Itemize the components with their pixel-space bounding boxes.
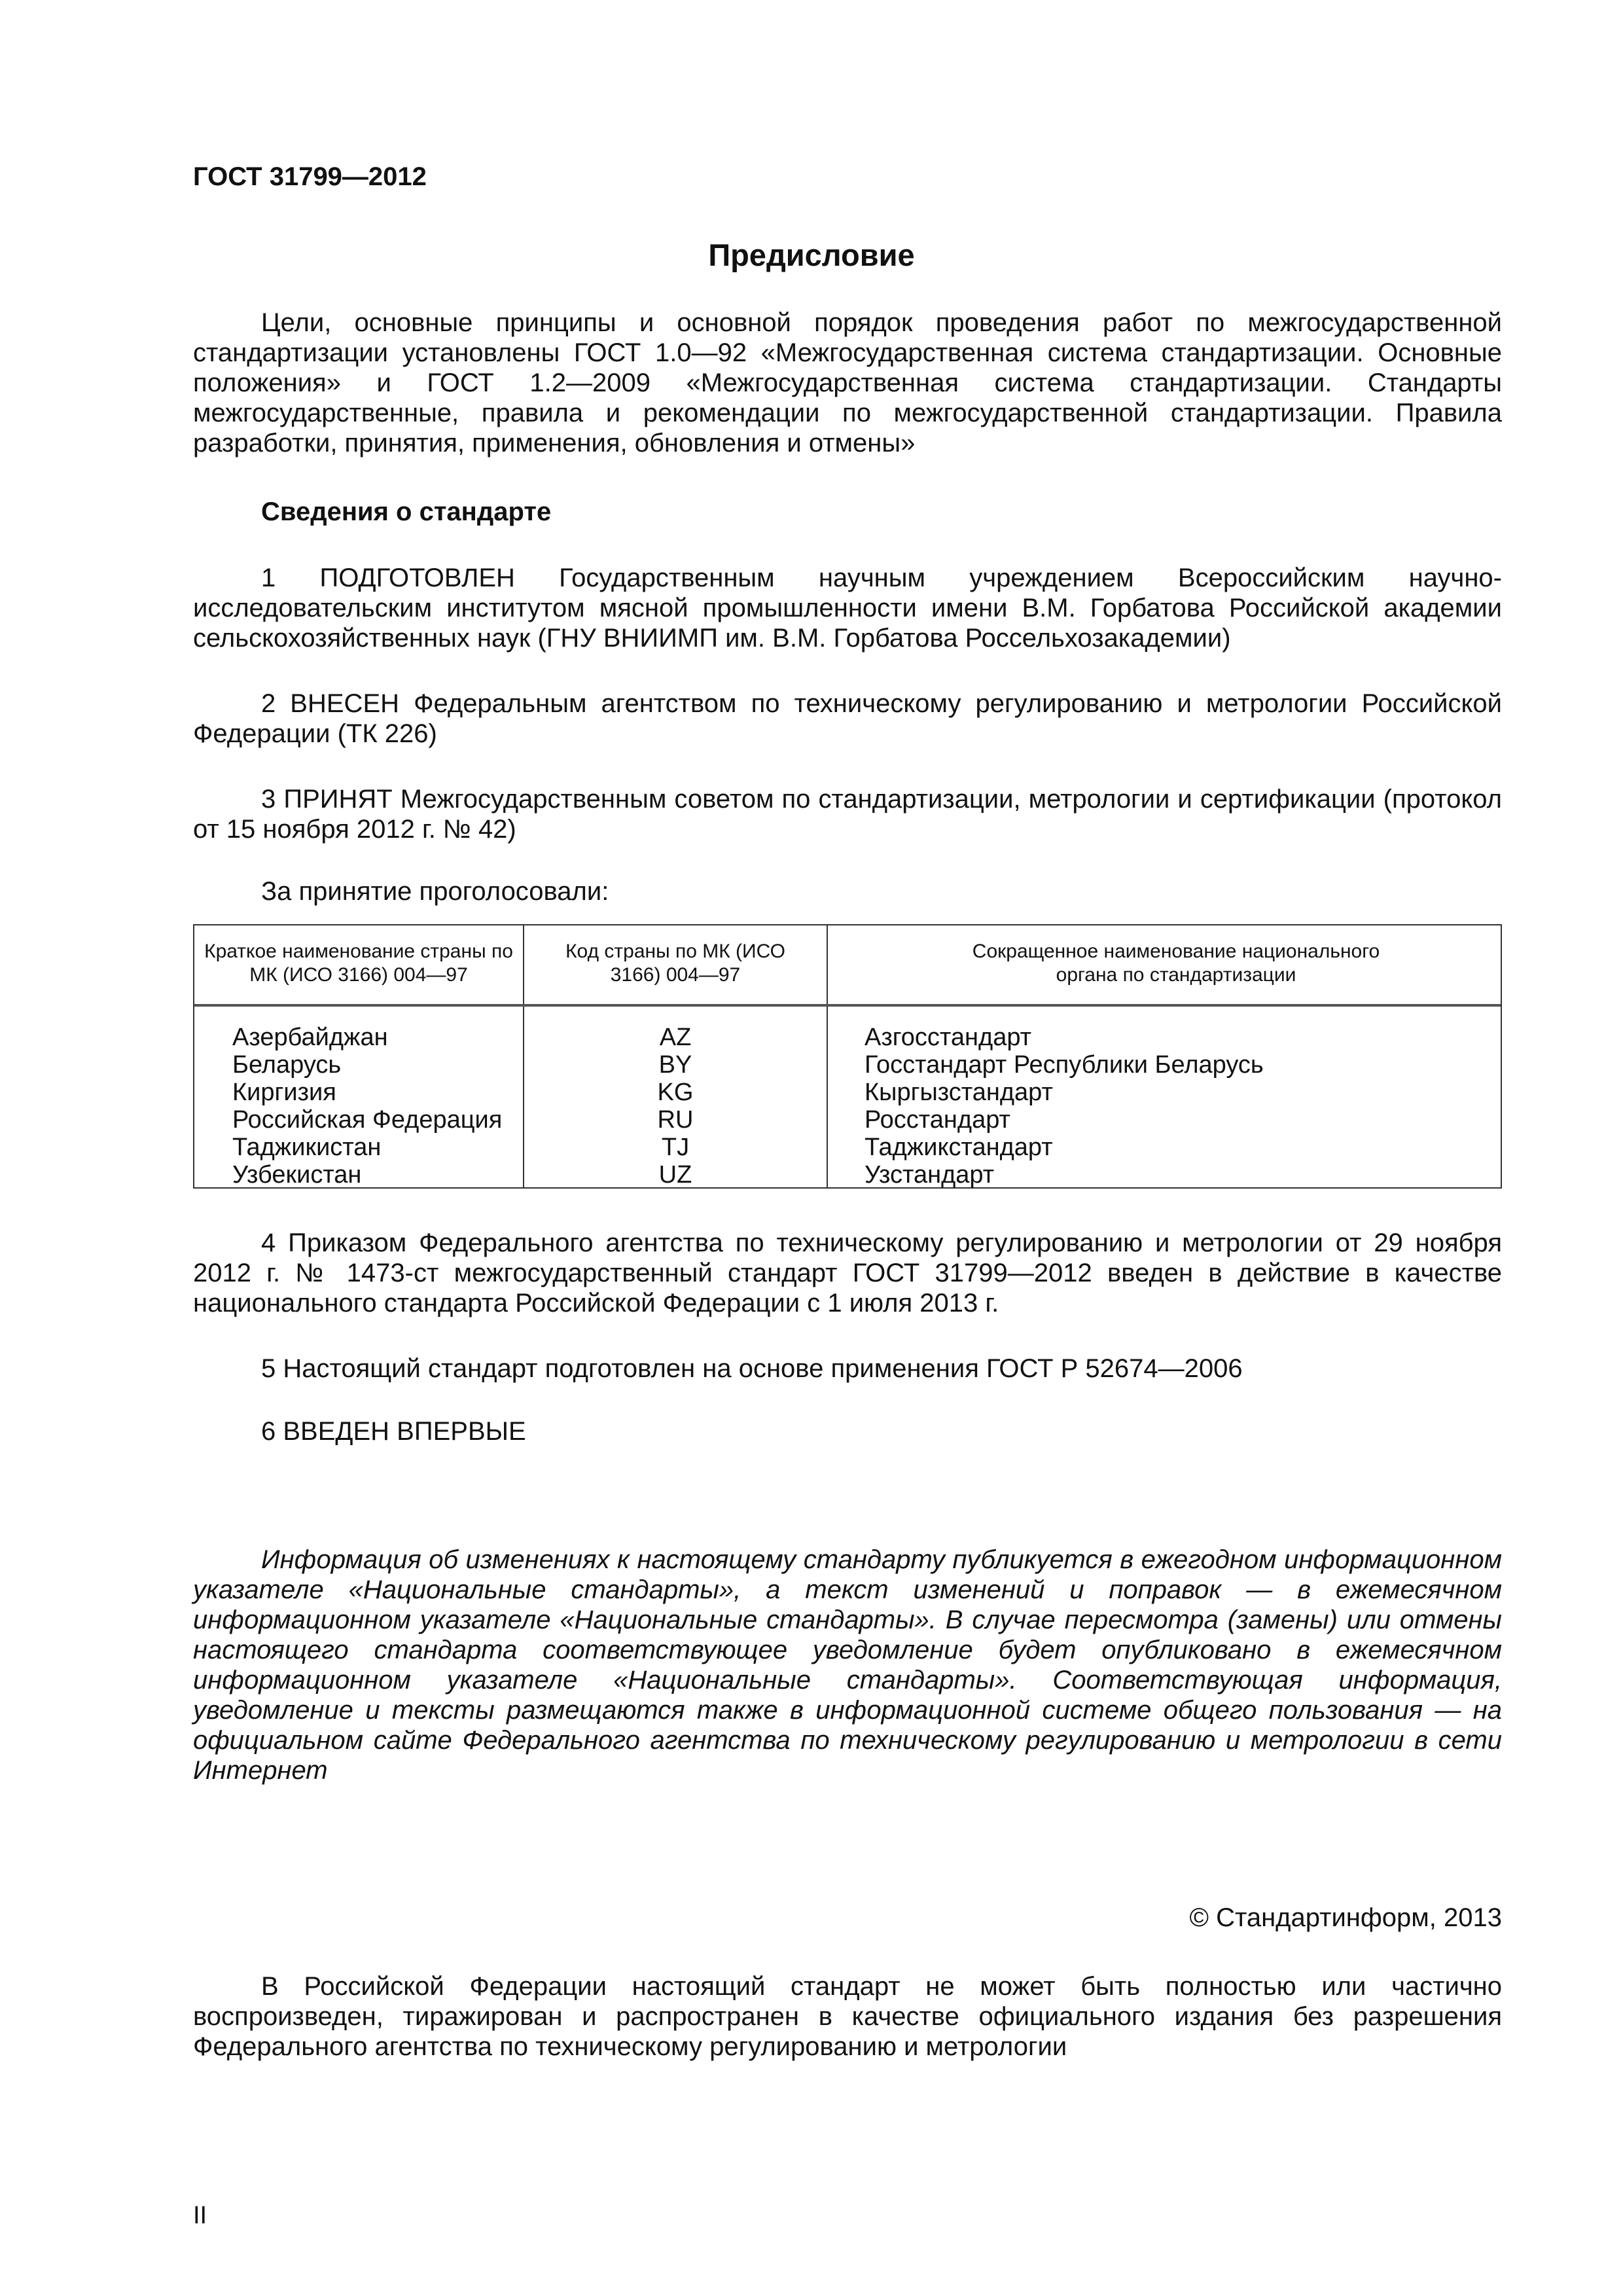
item-3-paragraph: 3 ПРИНЯТ Межгосударственным советом по стандартизации, метрологии и сертификации (протокол от 15 ноября 2012 г. № 42) [193,785,1502,844]
table-row-country: Беларусь [232,1051,342,1079]
table-row-body: Кыргызстандарт [865,1079,1053,1106]
table-row-code: UZ [658,1161,692,1189]
header-country-name: Краткое наименование страны по МК (ИСО 3166) 004—97 [204,941,513,986]
table-row-body: Азгосстандарт [865,1024,1032,1051]
table-row-code: TJ [661,1134,690,1161]
rights-notice-paragraph: В Российской Федерации настоящий стандарт не может быть полностью или частично воспроизведен, тиражирован и распространен в качестве официального издания без разрешения Федерального агентства по техническому регулированию и метрологии [193,1972,1502,2061]
changes-notice-paragraph: Информация об изменениях к настоящему стандарту публикуется в ежегодном информационном указателе «Национальные стандарты», а текст изменений и поправок — в ежемесячном информационном указателе «Национальные стандарты». В случае пересмотра (замены) или отмены настоящего стандарта соответствующее уведомление будет опубликовано в ежемесячном информационном указателе «Национальные стандарты». Соответствующая информация, уведомление и тексты размещаются также в информационной системе общего пользования — на официальном сайте Федерального агентства по техническому регулированию и метрологии в сети Интернет [193,1545,1502,1785]
intro-paragraph: Цели, основные принципы и основной порядок проведения работ по межгосударственной стандартизации установлены ГОСТ 1.0—92 «Межгосударственная система стандартизации. Основные положения» и ГОСТ 1.2—2009 «Межгосударственная система стандартизации. Стандарты межгосударственные, правила и рекомендации по межгосударственной стандартизации. Правила разработки, принятия, применения, обновления и отмены» [193,308,1502,457]
table-row-code: KG [657,1079,694,1106]
votes-lead-text: За принятие проголосовали: [261,877,609,906]
page-title: Предисловие [708,238,915,272]
section-subheading: Сведения о стандарте [261,497,552,526]
table-row-body: Таджикстандарт [865,1134,1053,1161]
header-divider [194,1004,1501,1007]
table-row-code: AZ [659,1024,692,1051]
page-number: II [193,2202,207,2229]
table-row-country: Узбекистан [232,1161,362,1189]
header-standards-body: Сокращенное наименование национального органа по стандартизации [972,941,1380,986]
header-country-code: Код страны по МК (ИСО 3166) 004—97 [565,941,785,986]
table-row-body: Госстандарт Республики Беларусь [865,1051,1264,1079]
table-row-code: BY [658,1051,692,1079]
table-row-country: Киргизия [232,1079,336,1106]
item-4-paragraph: 4 Приказом Федерального агентства по техническому регулированию и метрологии от 29 ноября 2012 г. № 1473-ст межгосударственный стандарт ГОСТ 31799—2012 введен в действие в качестве национального стандарта Российской Федерации с 1 июля 2013 г. [193,1229,1502,1318]
table-row-country: Таджикистан [232,1134,382,1161]
table-row-body: Узстандарт [865,1161,995,1189]
table-row-country: Российская Федерация [232,1106,503,1134]
copyright-line: © Стандартинформ, 2013 [1189,1903,1502,1932]
item-6-paragraph: 6 ВВЕДЕН ВПЕРВЫЕ [261,1417,526,1446]
table-row-country: Азербайджан [232,1024,388,1051]
item-1-paragraph: 1 ПОДГОТОВЛЕН Государственным научным учреждением Всероссийским научно-исследовательским институтом мясной промышленности имени В.М. Горбатова Российской академии сельскохозяйственных наук (ГНУ ВНИИМП им. В.М. Горбатова Россельхозакадемии) [193,564,1502,653]
item-2-paragraph: 2 ВНЕСЕН Федеральным агентством по техническому регулированию и метрологии Российской Федерации (ТК 226) [193,689,1502,748]
voting-table [193,924,1502,1189]
document-number-header: ГОСТ 31799—2012 [193,162,427,191]
item-5-paragraph: 5 Настоящий стандарт подготовлен на основе применения ГОСТ Р 52674—2006 [261,1354,1243,1383]
table-row-code: RU [657,1106,694,1134]
table-row-body: Росстандарт [865,1106,1010,1134]
